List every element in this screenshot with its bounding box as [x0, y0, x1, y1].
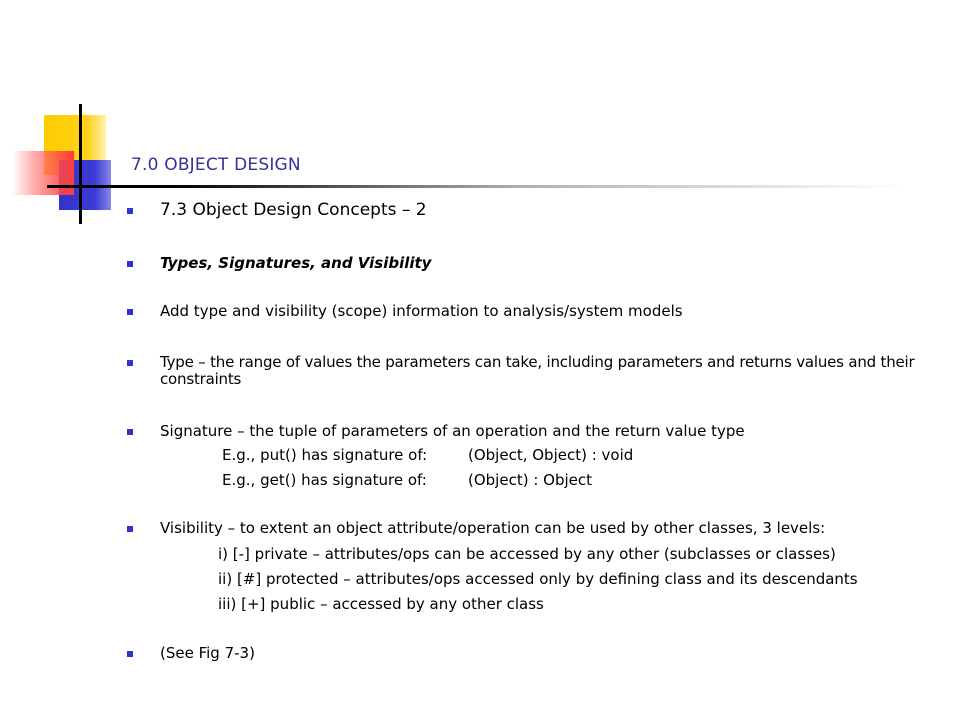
bullet-icon [127, 651, 133, 657]
signature-example-value: (Object) : Object [468, 471, 592, 489]
red-square-decoration [12, 151, 74, 195]
signature-example-value: (Object, Object) : void [468, 446, 634, 464]
bullet-item [160, 645, 942, 662]
bullet-item [160, 200, 942, 220]
horizontal-rule [47, 185, 907, 188]
visibility-level-public: iii) [+] public – accessed by any other class [218, 595, 544, 613]
bullet-text: Add type and visibility (scope) information to analysis/system models [160, 302, 683, 320]
bullet-icon [127, 526, 133, 532]
signature-example-label: E.g., put() has signature of: [222, 446, 428, 464]
vertical-rule [79, 104, 82, 224]
bullet-icon [127, 261, 133, 267]
visibility-level-protected: ii) [#] protected – attributes/ops accessed only by defining class and its descendants [218, 570, 858, 588]
bullet-item [160, 423, 942, 440]
bullet-text: Visibility – to extent an object attribute/operation can be used by other classes, 3 levels: [160, 519, 826, 537]
bullet-icon [127, 208, 133, 214]
slide-title: 7.0 OBJECT DESIGN [131, 155, 301, 175]
bullet-text: 7.3 Object Design Concepts – 2 [160, 200, 427, 220]
bullet-item [160, 303, 942, 320]
bullet-icon [127, 309, 133, 315]
bullet-item [160, 520, 942, 537]
bullet-text: Type – the range of values the parameters can take, including parameters and returns values and their constraints [160, 353, 915, 388]
bullet-icon [127, 429, 133, 435]
signature-example-label: E.g., get() has signature of: [222, 471, 427, 489]
visibility-level-private: i) [-] private – attributes/ops can be accessed by any other (subclasses or classes) [218, 545, 836, 563]
bullet-icon [127, 360, 133, 366]
bullet-text: Signature – the tuple of parameters of an operation and the return value type [160, 422, 745, 440]
bullet-text: Types, Signatures, and Visibility [160, 254, 432, 272]
bullet-text: (See Fig 7-3) [160, 644, 255, 662]
bullet-item [160, 255, 942, 272]
bullet-item [160, 354, 942, 388]
